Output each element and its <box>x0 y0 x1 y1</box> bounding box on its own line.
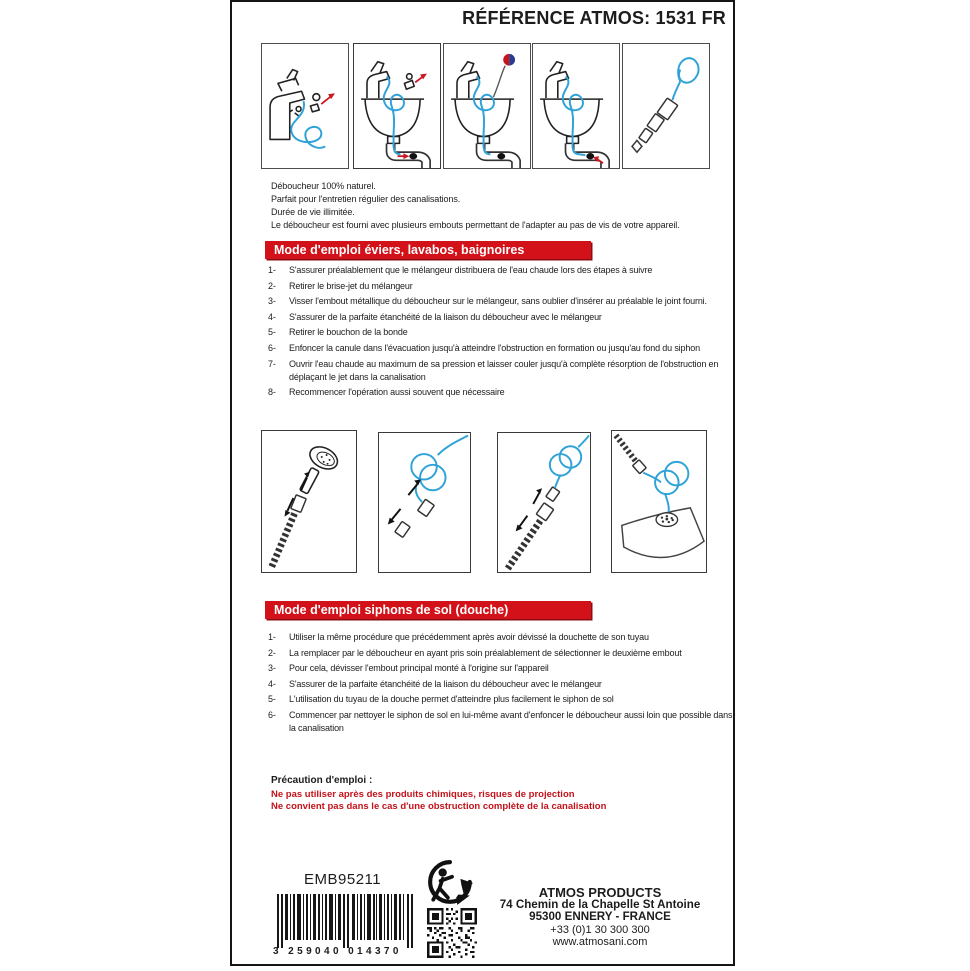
hose-icon <box>616 435 636 460</box>
intro-line: Parfait pour l'entretien régulier des canalisations. <box>271 194 461 204</box>
step-number: 4- <box>268 311 276 322</box>
company-name: ATMOS PRODUCTS <box>538 885 662 900</box>
step-text: S'assurer préalablement que le mélangeur distribuera de l'eau chaude lors des étapes à suivre <box>289 265 653 275</box>
black-arrow-icon <box>388 509 401 525</box>
step-item <box>268 678 738 691</box>
step-number: 8- <box>268 387 276 398</box>
step-text: S'assurer de la parfaite étanchéité de la liaison du déboucheur avec le mélangeur <box>289 678 602 689</box>
illustration-unscrew-showerhead <box>261 430 357 573</box>
step-item <box>268 326 738 339</box>
step-text: Pour cela, dévisser l'embout principal monté à l'origine sur l'appareil <box>289 663 549 674</box>
red-arrow-icon <box>321 93 335 104</box>
illustration-floor-drain <box>611 430 707 573</box>
step-item <box>268 358 738 384</box>
step-item <box>268 280 738 293</box>
qr-code-icon <box>427 908 477 958</box>
ean13-barcode-icon <box>272 894 420 950</box>
step-text: Enfoncer la canule dans l'évacuation jusqu'à atteindre l'obstruction en formation ou jusqu'au fond du siphon <box>289 342 700 353</box>
banner-sinks: Mode d'emploi éviers, lavabos, baignoires <box>265 241 591 259</box>
step-text: Visser l'embout métallique du déboucheur sur le mélangeur, sans oublier d'insérer au préalable le joint fourni. <box>289 296 707 307</box>
obstruction-icon <box>586 153 594 159</box>
illustration-attach-to-hose <box>497 432 591 573</box>
illustration-push-cable <box>532 43 620 169</box>
step-number: 5- <box>268 694 276 705</box>
banner-floor-siphons: Mode d'emploi siphons de sol (douche) <box>265 601 591 619</box>
step-item <box>268 709 738 735</box>
adapter-tip-icon <box>632 140 642 152</box>
step-number: 2- <box>268 647 276 658</box>
obstruction-icon <box>497 153 505 159</box>
step-item <box>268 311 738 324</box>
cable-icon <box>555 475 561 489</box>
hose-icon <box>272 512 296 567</box>
ean13-barcode <box>272 894 420 957</box>
step-number: 3- <box>268 663 276 674</box>
cable-icon <box>678 58 698 83</box>
step-number: 4- <box>268 678 276 689</box>
red-arrow-icon <box>415 74 427 83</box>
step-item <box>268 295 738 308</box>
step-number: 6- <box>268 709 276 720</box>
plug-icon <box>503 54 509 66</box>
step-text: Retirer le brise-jet du mélangeur <box>289 280 413 291</box>
step-number: 1- <box>268 265 276 275</box>
black-arrow-icon <box>533 488 542 504</box>
hose-icon <box>508 520 541 569</box>
black-arrow-icon <box>408 480 421 496</box>
step-number: 3- <box>268 296 276 307</box>
intro-text <box>271 180 680 232</box>
precaution-title: Précaution d'emploi : <box>271 775 373 786</box>
barcode-digits: 3 259040 014370 <box>273 946 402 957</box>
warning-line: Ne pas utiliser après des produits chimiques, risques de projection <box>271 789 575 800</box>
step-text: Ouvrir l'eau chaude au maximum de sa pression et laisser couler jusqu'à complète résorption de l'obstruction en déplaçant le jet dans la canalisation <box>289 358 719 382</box>
step-text: Recommencer l'opération aussi souvent que nécessaire <box>289 387 505 398</box>
illustration-select-adapter <box>378 432 471 573</box>
step-item <box>268 662 738 675</box>
step-item <box>268 647 738 660</box>
instruction-sheet <box>230 0 735 966</box>
steps-floor <box>268 631 738 738</box>
step-item <box>268 386 738 399</box>
obstruction-icon <box>409 153 417 159</box>
step-text: S'assurer de la parfaite étanchéité de la liaison du déboucheur avec le mélangeur <box>289 311 602 322</box>
phone-number: +33 (0)1 30 300 300 <box>550 923 650 936</box>
intro-line: Le déboucheur est fourni avec plusieurs embouts permettant de l'adapter au pas de vis de votre appareil. <box>271 220 680 230</box>
steps-sinks <box>268 264 738 402</box>
emb-code: EMB95211 <box>304 871 382 888</box>
step-number: 7- <box>268 358 276 369</box>
illustration-remove-brise-jet <box>261 43 349 169</box>
website-url: www.atmosani.com <box>552 936 648 949</box>
adapter-icon <box>639 128 653 143</box>
adapter-icon <box>546 487 560 502</box>
step-number: 2- <box>268 280 276 291</box>
intro-line: Durée de vie illimitée. <box>271 207 355 217</box>
step-text: Retirer le bouchon de la bonde <box>289 327 408 338</box>
step-item <box>268 264 738 277</box>
illustration-remove-plug <box>443 43 531 169</box>
step-text: La remplacer par le déboucheur en ayant pris soin préalablement de sélectionner le deuxième embout <box>289 647 682 658</box>
illustration-screw-on-mixer <box>353 43 441 169</box>
address-street: 74 Chemin de la Chapelle St Antoine <box>499 898 701 911</box>
page-title: RÉFÉRENCE ATMOS: 1531 FR <box>462 8 726 28</box>
step-number: 6- <box>268 342 276 353</box>
step-number: 5- <box>268 327 276 338</box>
precaution-block <box>271 775 606 813</box>
triman-recycling-icon <box>423 859 479 907</box>
step-text: Utiliser la même procédure que précédemment après avoir dévissé la douchette de son tuyau <box>289 632 649 642</box>
address-city: 95300 ENNERY - FRANCE <box>529 910 671 924</box>
step-text: L'utilisation du tuyau de la douche permet d'atteindre plus facilement le siphon de sol <box>289 694 614 705</box>
step-item <box>268 342 738 355</box>
illustration-cable-and-adapters <box>622 43 710 169</box>
cable-icon <box>411 454 436 479</box>
step-text: Commencer par nettoyer le siphon de sol en lui-même avant d'enfoncer le déboucheur aussi loin que possible dans la canalisation <box>289 709 733 733</box>
manufacturer-address <box>472 886 728 949</box>
step-number: 1- <box>268 632 276 642</box>
adapter-icon <box>395 521 410 537</box>
step-item <box>268 693 738 706</box>
black-arrow-icon <box>516 516 528 532</box>
adapter-icon <box>418 499 435 516</box>
warning-line: Ne convient pas dans le cas d'une obstruction complète de la canalisation <box>271 801 607 812</box>
step-item <box>268 631 738 644</box>
intro-line: Déboucheur 100% naturel. <box>271 181 376 191</box>
